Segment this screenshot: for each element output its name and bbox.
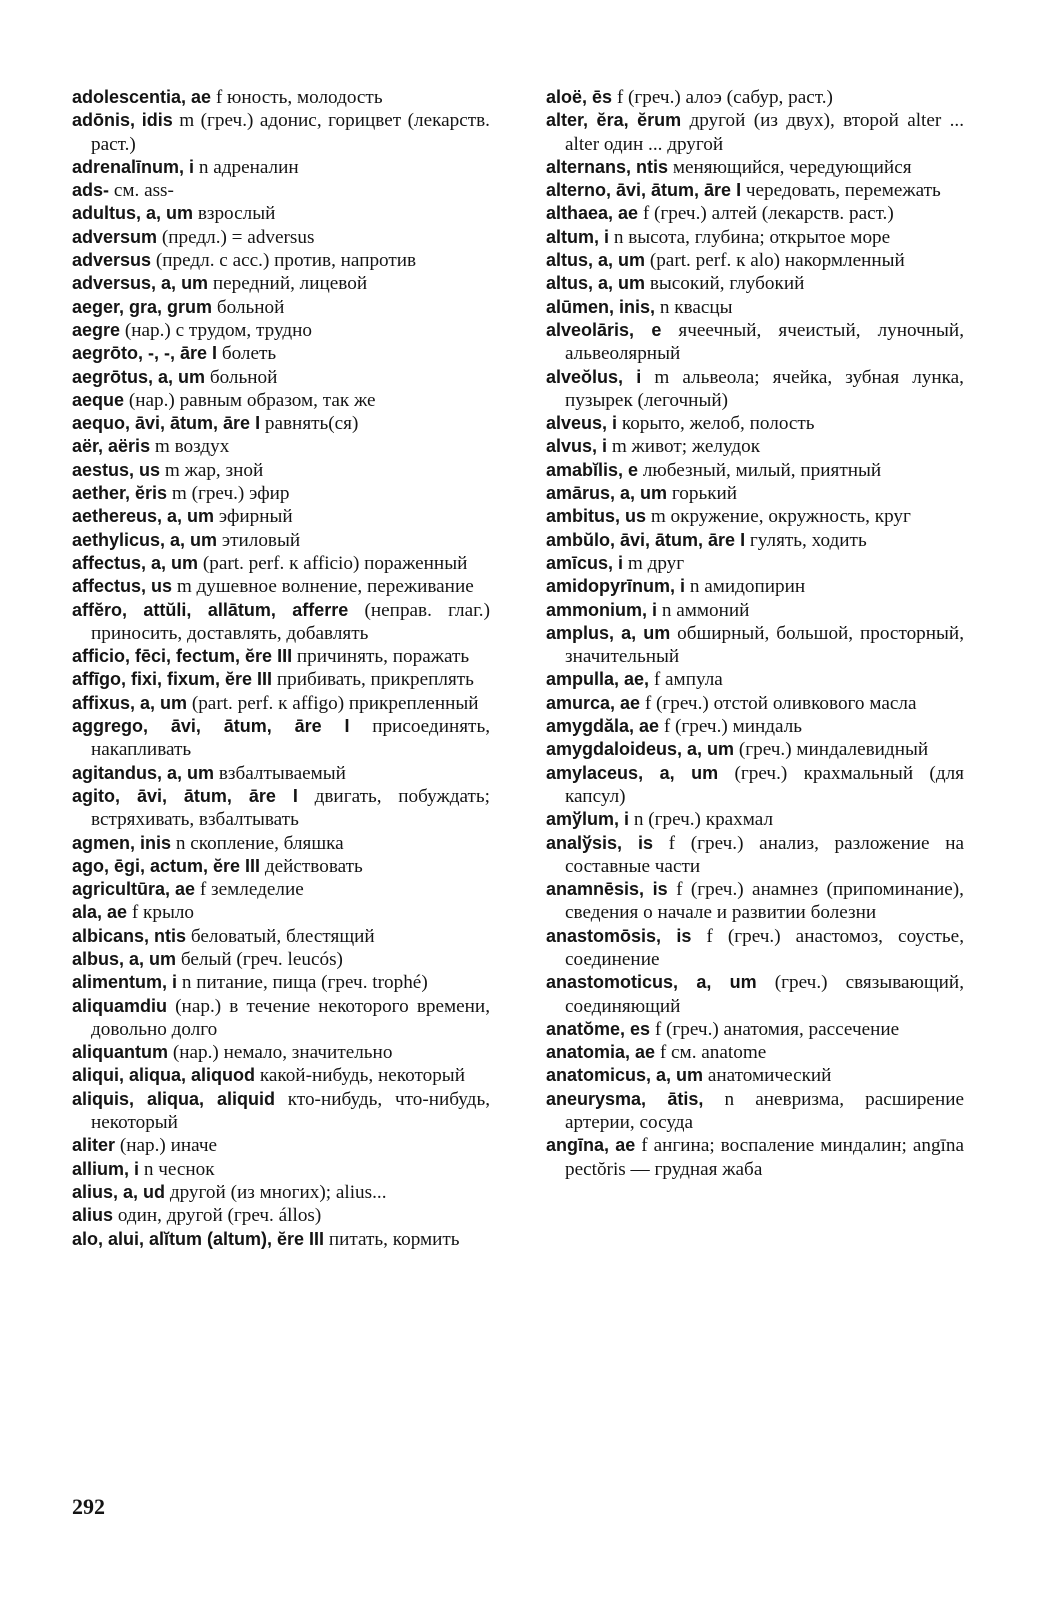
entry-headword: adversum: [72, 226, 158, 247]
entry-headword: amylaceus, a, um: [546, 762, 719, 783]
dictionary-entry: [72, 226, 490, 249]
dictionary-entry: [72, 389, 490, 412]
dictionary-entry: [546, 622, 964, 669]
entry-definition: (нар.) иначе: [115, 1135, 218, 1157]
entry-headword: amurca, ae: [546, 692, 641, 713]
dictionary-entry: [72, 832, 490, 855]
entry-headword: alo, alui, alĭtum (altum), ĕre III: [72, 1228, 325, 1249]
entry-definition: f (греч.) миндаль: [659, 716, 803, 738]
entry-headword: aegrōto, -, -, āre I: [72, 343, 218, 364]
entry-headword: anastomoticus, a, um: [546, 972, 757, 993]
entry-definition: белый (греч. leucós): [176, 948, 343, 970]
entry-headword: affĕro, attŭli, allātum, afferre: [72, 599, 349, 620]
dictionary-entry: [546, 202, 964, 225]
entry-headword: afficio, fēci, fectum, ĕre III: [72, 646, 293, 667]
entry-definition: m альвеола; ячейка, зубная лунка, пузырек (легочный): [565, 366, 964, 411]
entry-headword: amygdaloideus, a, um: [546, 739, 735, 760]
entry-headword: anatŏme, es: [546, 1018, 651, 1039]
dictionary-entry: [72, 319, 490, 342]
entry-definition: m друг: [623, 552, 685, 574]
entry-definition: гулять, ходить: [745, 529, 867, 551]
dictionary-entry: [72, 599, 490, 646]
entry-definition: питать, кормить: [324, 1228, 460, 1250]
entry-definition: n скопление, бляшка: [171, 832, 344, 854]
entry-headword: alter, ĕra, ĕrum: [546, 110, 682, 131]
dictionary-entry: [72, 1064, 490, 1087]
entry-headword: amārus, a, um: [546, 483, 668, 504]
entry-definition: равнять(ся): [260, 413, 359, 435]
left-column: [72, 86, 490, 1251]
entry-definition: (нар.) немало, значительно: [168, 1042, 393, 1064]
entry-headword: altum, i: [546, 226, 610, 247]
dictionary-entry: [72, 529, 490, 552]
entry-headword: aliquantum: [72, 1042, 169, 1063]
entry-definition: f (греч.) анамнез (припоминание), сведения о начале и развитии болезни: [565, 879, 964, 924]
entry-headword: angīna, ae: [546, 1135, 636, 1156]
entry-headword: albus, a, um: [72, 948, 177, 969]
entry-headword: amygdăla, ae: [546, 716, 660, 737]
entry-headword: amīcus, i: [546, 552, 624, 573]
dictionary-entry: [72, 342, 490, 365]
dictionary-entry: [72, 855, 490, 878]
dictionary-entry: [72, 435, 490, 458]
entry-headword: anatomicus, a, um: [546, 1065, 704, 1086]
dictionary-entry: [546, 226, 964, 249]
dictionary-entry: [72, 249, 490, 272]
dictionary-entry: [546, 249, 964, 272]
entry-definition: (греч.) крахмальный (для капсул): [565, 762, 964, 807]
entry-headword: amabĭlis, e: [546, 459, 639, 480]
dictionary-entry: [546, 692, 964, 715]
entry-headword: aloё, ēs: [546, 87, 613, 107]
entry-definition: (неправ. глаг.) приносить, доставлять, добавлять: [91, 599, 490, 644]
entry-headword: aethereus, a, um: [72, 506, 215, 527]
dictionary-entry: [546, 832, 964, 879]
entry-headword: aeque: [72, 389, 125, 410]
dictionary-entry: [72, 505, 490, 528]
dictionary-entry: [72, 785, 490, 832]
entry-headword: affixus, a, um: [72, 692, 188, 713]
entry-headword: alius, a, ud: [72, 1181, 166, 1202]
entry-headword: alimentum, i: [72, 972, 178, 993]
dictionary-entry: [72, 1134, 490, 1157]
entry-headword: aliquis, aliqua, aliquid: [72, 1088, 275, 1109]
entry-definition: (предл.) = adversus: [157, 226, 315, 248]
entry-headword: amplus, a, um: [546, 622, 671, 643]
dictionary-entry: [546, 1041, 964, 1064]
entry-definition: больной: [205, 366, 278, 388]
entry-headword: anatomia, ae: [546, 1042, 656, 1063]
entry-headword: ala, ae: [72, 902, 128, 923]
entry-headword: alternans, ntis: [546, 156, 669, 177]
dictionary-entry: [546, 1064, 964, 1087]
dictionary-entry: [546, 575, 964, 598]
entry-headword: altus, a, um: [546, 273, 646, 294]
entry-definition: передний, лицевой: [208, 273, 368, 295]
dictionary-entry: [72, 901, 490, 924]
entry-headword: alvus, i: [546, 436, 608, 457]
entry-definition: f (греч.) алоэ (сабур, раст.): [612, 87, 833, 108]
entry-definition: (нар.) с трудом, трудно: [120, 319, 312, 341]
entry-definition: m (греч.) эфир: [167, 483, 290, 505]
dictionary-entry: [546, 971, 964, 1018]
dictionary-entry: [72, 179, 490, 202]
entry-headword: alūmen, inis,: [546, 296, 656, 317]
entry-definition: f юность, молодость: [211, 87, 383, 108]
entry-definition: f (греч.) анатомия, рассечение: [650, 1018, 900, 1040]
entry-definition: f крыло: [127, 902, 195, 924]
entry-headword: agricultūra, ae: [72, 879, 196, 900]
entry-headword: alveolāris, e: [546, 319, 662, 340]
dictionary-entry: [546, 925, 964, 972]
dictionary-entry: [72, 202, 490, 225]
right-column: [546, 86, 964, 1181]
entry-definition: f ампула: [649, 669, 723, 691]
entry-definition: больной: [212, 296, 285, 318]
dictionary-entry: [546, 1018, 964, 1041]
entry-definition: корыто, желоб, полость: [617, 413, 815, 435]
entry-headword: agmen, inis: [72, 832, 172, 853]
entry-definition: n адреналин: [194, 156, 299, 178]
dictionary-entry: [72, 995, 490, 1042]
dictionary-entry: [546, 109, 964, 156]
entry-headword: aggrego, āvi, ātum, āre I: [72, 716, 350, 737]
dictionary-entry: [546, 808, 964, 831]
dictionary-entry: [546, 552, 964, 575]
entry-definition: обширный, большой, просторный, значительный: [565, 622, 964, 668]
entry-headword: agitandus, a, um: [72, 762, 215, 783]
entry-definition: n амидопирин: [685, 576, 806, 598]
dictionary-entry: [72, 156, 490, 179]
dictionary-entry: [72, 482, 490, 505]
entry-definition: f (греч.) алтей (лекарств. раст.): [638, 203, 894, 225]
dictionary-entry: [72, 645, 490, 668]
entry-definition: n высота, глубина; открытое море: [609, 226, 891, 248]
entry-definition: n квасцы: [655, 296, 733, 318]
entry-headword: affīgo, fixi, fixum, ĕre III: [72, 669, 273, 690]
entry-headword: aegre: [72, 319, 121, 340]
entry-headword: adōnis, idis: [72, 110, 173, 131]
entry-definition: причинять, поражать: [292, 646, 470, 668]
entry-headword: aestus, us: [72, 459, 161, 480]
dictionary-entry: [72, 762, 490, 785]
entry-headword: affectus, a, um: [72, 552, 199, 573]
entry-headword: aliqui, aliqua, aliquod: [72, 1065, 256, 1086]
entry-definition: присоединять, накапливать: [91, 716, 490, 761]
dictionary-entry: [546, 412, 964, 435]
dictionary-entry: [546, 156, 964, 179]
entry-headword: albicans, ntis: [72, 925, 187, 946]
dictionary-entry: [72, 1088, 490, 1135]
dictionary-entry: [546, 762, 964, 809]
dictionary-entry: [72, 715, 490, 762]
entry-headword: alveŏlus, i: [546, 366, 642, 387]
dictionary-entry: [72, 296, 490, 319]
entry-definition: (part. perf. к affigo) прикрепленный: [187, 692, 479, 714]
entry-headword: amўlum, i: [546, 809, 630, 830]
entry-headword: aequo, āvi, ātum, āre I: [72, 413, 261, 434]
dictionary-entry: [72, 109, 490, 156]
dictionary-entry: [546, 668, 964, 691]
dictionary-entry: [72, 412, 490, 435]
dictionary-entry: [72, 272, 490, 295]
entry-definition: чередовать, перемежать: [741, 180, 941, 202]
entry-definition: f см. anatome: [655, 1042, 767, 1064]
dictionary-entry: [72, 971, 490, 994]
entry-definition: взбалтываемый: [214, 762, 346, 784]
entry-headword: adrenalīnum, i: [72, 156, 195, 177]
dictionary-entry: [72, 552, 490, 575]
dictionary-entry: [72, 692, 490, 715]
entry-definition: двигать, побуждать; встряхивать, взбалтывать: [91, 785, 491, 831]
entry-headword: allium, i: [72, 1158, 140, 1179]
entry-headword: aёr, aёris: [72, 436, 151, 457]
entry-definition: m душевное волнение, переживание: [172, 576, 474, 598]
entry-definition: ячеечный, ячеистый, луночный, альвеолярный: [565, 319, 964, 365]
dictionary-entry: [72, 925, 490, 948]
dictionary-entry: [72, 1181, 490, 1204]
entry-definition: (нар.) в течение некоторого времени, довольно долго: [91, 995, 490, 1040]
entry-headword: altus, a, um: [546, 250, 646, 271]
entry-definition: (part. perf. к afficio) пораженный: [198, 552, 468, 574]
entry-headword: alius: [72, 1205, 114, 1226]
entry-definition: (part. perf. к alo) накормленный: [645, 250, 905, 272]
entry-definition: m живот; желудок: [607, 436, 761, 458]
entry-headword: aeger, gra, grum: [72, 296, 213, 317]
entry-definition: (предл. с acc.) против, напротив: [151, 250, 417, 272]
entry-headword: anamnēsis, is: [546, 879, 668, 900]
entry-definition: другой (из многих); alius...: [165, 1181, 387, 1203]
dictionary-entry: [546, 482, 964, 505]
entry-definition: см. ass-: [109, 180, 174, 202]
dictionary-entry: [546, 1134, 964, 1181]
entry-definition: n аммоний: [657, 599, 750, 621]
dictionary-entry: [72, 459, 490, 482]
entry-headword: adolescentia, ae: [72, 87, 212, 107]
entry-headword: alveus, i: [546, 413, 618, 434]
entry-definition: другой (из двух), второй alter ... alter один ... другой: [565, 110, 965, 155]
entry-headword: analўsis, is: [546, 832, 653, 853]
entry-definition: m окружение, окружность, круг: [646, 506, 911, 528]
dictionary-entry: [546, 319, 964, 366]
dictionary-entry: [72, 1041, 490, 1064]
entry-definition: болеть: [217, 343, 277, 365]
dictionary-entry: [546, 366, 964, 413]
entry-definition: анатомический: [703, 1065, 832, 1087]
entry-definition: (греч.) связывающий, соединяющий: [565, 972, 964, 1017]
entry-definition: какой-нибудь, некоторый: [255, 1065, 465, 1087]
entry-definition: m (греч.) адонис, горицвет (лекарств. раст.): [91, 110, 490, 155]
entry-headword: ammonium, i: [546, 599, 658, 620]
entry-headword: ambŭlo, āvi, ātum, āre I: [546, 529, 746, 550]
dictionary-entry: [546, 435, 964, 458]
entry-definition: m воздух: [150, 436, 230, 458]
entry-definition: взрослый: [193, 203, 276, 225]
entry-definition: горький: [667, 483, 738, 505]
entry-definition: эфирный: [214, 506, 293, 528]
dictionary-entry: [72, 668, 490, 691]
entry-definition: беловатый, блестящий: [186, 925, 375, 947]
entry-headword: ampulla, ae,: [546, 669, 650, 690]
entry-headword: agito, āvi, ātum, āre I: [72, 785, 298, 806]
entry-definition: f (греч.) анализ, разложение на составные части: [565, 832, 964, 877]
entry-definition: f земледелие: [195, 879, 304, 901]
entry-definition: любезный, милый, приятный: [638, 459, 882, 481]
dictionary-entry: [546, 179, 964, 202]
entry-headword: aethylicus, a, um: [72, 529, 218, 550]
entry-definition: n аневризма, расширение артерии, сосуда: [565, 1088, 964, 1134]
dictionary-entry: [546, 738, 964, 761]
entry-headword: adultus, a, um: [72, 203, 194, 224]
entry-definition: m жар, зной: [160, 459, 264, 481]
entry-definition: (нар.) равным образом, так же: [124, 389, 376, 411]
entry-headword: anastomōsis, is: [546, 925, 692, 946]
dictionary-entry: [72, 366, 490, 389]
entry-headword: aneurysma, ātis,: [546, 1088, 704, 1109]
dictionary-entry: [546, 86, 964, 109]
dictionary-entry: [72, 1228, 490, 1251]
dictionary-entry: [72, 948, 490, 971]
entry-definition: n питание, пища (греч. trophé): [177, 972, 428, 994]
entry-definition: n (греч.) крахмал: [629, 809, 774, 831]
entry-headword: aliter: [72, 1135, 116, 1156]
entry-definition: один, другой (греч. állos): [113, 1205, 322, 1227]
entry-definition: f ангина; воспаление миндалин; angīna pectŏris — грудная жаба: [565, 1135, 964, 1180]
dictionary-entry: [72, 575, 490, 598]
entry-headword: aliquamdiu: [72, 995, 168, 1016]
entry-headword: ago, ēgi, actum, ĕre III: [72, 855, 261, 876]
entry-definition: f (греч.) анастомоз, соустье, соединение: [565, 925, 964, 970]
entry-headword: ads-: [72, 180, 110, 201]
entry-definition: f (греч.) отстой оливкового масла: [640, 692, 917, 714]
dictionary-entry: [546, 1088, 964, 1135]
dictionary-entry: [546, 715, 964, 738]
entry-definition: (греч.) миндалевидный: [734, 739, 929, 761]
dictionary-entry: [546, 878, 964, 925]
dictionary-entry: [72, 878, 490, 901]
entry-headword: affectus, us: [72, 576, 173, 597]
dictionary-entry: [72, 1204, 490, 1227]
entry-headword: althaea, ae: [546, 203, 639, 224]
entry-headword: alterno, āvi, ātum, āre I: [546, 180, 742, 201]
dictionary-entry: [546, 505, 964, 528]
entry-definition: этиловый: [217, 529, 301, 551]
dictionary-entry: [72, 1158, 490, 1181]
entry-headword: amidopyrīnum, i: [546, 576, 686, 597]
entry-headword: ambitus, us: [546, 506, 647, 527]
dictionary-entry: [72, 86, 490, 109]
dictionary-entry: [546, 599, 964, 622]
entry-definition: n чеснок: [139, 1158, 215, 1180]
entry-headword: adversus, a, um: [72, 273, 209, 294]
entry-definition: действовать: [260, 855, 363, 877]
dictionary-entry: [546, 529, 964, 552]
dictionary-entry: [546, 296, 964, 319]
page-number: 292: [72, 1494, 105, 1519]
entry-definition: прибивать, прикреплять: [272, 669, 474, 691]
entry-definition: кто-нибудь, что-нибудь, некоторый: [91, 1088, 490, 1134]
dictionary-entry: [546, 272, 964, 295]
entry-headword: aegrōtus, a, um: [72, 366, 206, 387]
entry-headword: adversus: [72, 250, 152, 271]
entry-definition: высокий, глубокий: [645, 273, 805, 295]
dictionary-entry: [546, 459, 964, 482]
entry-headword: aether, ĕris: [72, 483, 168, 504]
entry-definition: меняющийся, чередующийся: [668, 156, 912, 178]
